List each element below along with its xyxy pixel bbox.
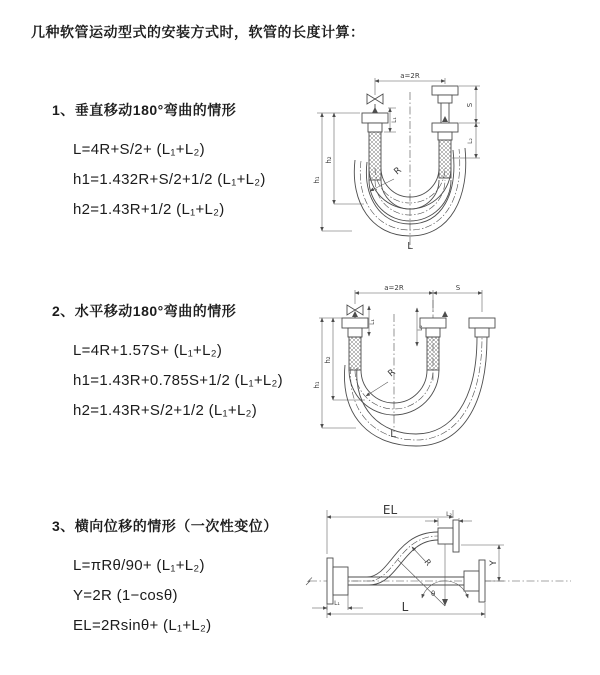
braided-hose-middle xyxy=(427,337,439,370)
length-label: L xyxy=(407,241,413,252)
section-2-formulas xyxy=(73,336,283,426)
formula-line: h1=1.432R+S/2+1/2 (L₁+L₂) xyxy=(73,171,266,188)
braided-hose-left xyxy=(369,132,381,180)
formula-line: h2=1.43R+S/2+1/2 (L₁+L₂) xyxy=(73,402,258,419)
section-3-heading: 3、横向位移的情形（一次性变位） xyxy=(52,518,278,534)
formula-line: Y=2R (1−cosθ) xyxy=(73,587,178,604)
dim-label-a2r: a=2R xyxy=(400,72,420,80)
section-1-heading: 1、垂直移动180°弯曲的情形 xyxy=(52,102,237,118)
formula-line: h2=1.43R+1/2 (L₁+L₂) xyxy=(73,201,225,218)
dim-label-l1: L₁ xyxy=(334,600,340,607)
formula-line: L=4R+1.57S+ (L₁+L₂) xyxy=(73,342,223,359)
diagram-lateral-displacement xyxy=(303,496,600,646)
length-label: L xyxy=(401,600,409,614)
dim-label-s: S xyxy=(455,284,461,292)
diagram-horizontal-180-bend xyxy=(310,280,600,455)
section-2-heading: 2、水平移动180°弯曲的情形 xyxy=(52,303,237,319)
dim-label-y: Y xyxy=(489,560,499,566)
dim-label-h2: h₂ xyxy=(325,156,333,164)
dim-label-l1: L₁ xyxy=(369,319,376,325)
fittings xyxy=(342,305,495,370)
section-1-formulas xyxy=(73,135,266,225)
dim-label-el: EL xyxy=(382,503,398,517)
dim-label-h1: h₁ xyxy=(313,176,321,184)
doc-title: 几种软管运动型式的安装方式时，软管的长度计算： xyxy=(31,24,365,40)
radius-label: R xyxy=(386,367,398,380)
braided-hose-right xyxy=(439,140,451,178)
section-3 xyxy=(52,516,278,641)
section-3-formulas xyxy=(73,551,278,641)
formula-line: L=πRθ/90+ (L₁+L₂) xyxy=(73,557,205,574)
radius-label: R xyxy=(422,557,433,568)
fittings xyxy=(327,520,485,604)
dim-label-s: S xyxy=(466,102,474,108)
dim-label-h2: h₂ xyxy=(324,356,332,364)
dim-label-h1: h₁ xyxy=(313,381,321,389)
dimension-lines xyxy=(319,290,482,428)
dim-label-a2r: a=2R xyxy=(384,284,404,292)
angle-label: θ xyxy=(431,590,436,598)
formula-line: EL=2Rsinθ+ (L₁+L₂) xyxy=(73,617,212,634)
diagram-vertical-180-bend xyxy=(306,68,521,258)
length-label: L xyxy=(390,429,396,440)
section-1 xyxy=(52,100,266,225)
braided-hose-left xyxy=(349,337,361,370)
dim-label-l2: L₂ xyxy=(417,325,424,331)
radius-label: R xyxy=(392,165,404,178)
formula-line: h1=1.43R+0.785S+1/2 (L₁+L₂) xyxy=(73,372,283,389)
dimension-labels xyxy=(334,503,499,614)
dim-label-l1: L₁ xyxy=(391,117,398,123)
section-2 xyxy=(52,301,283,426)
dim-label-l2: L₂ xyxy=(467,138,474,144)
dim-label-l2: L₂ xyxy=(446,511,452,518)
formula-line: L=4R+S/2+ (L₁+L₂) xyxy=(73,141,205,158)
